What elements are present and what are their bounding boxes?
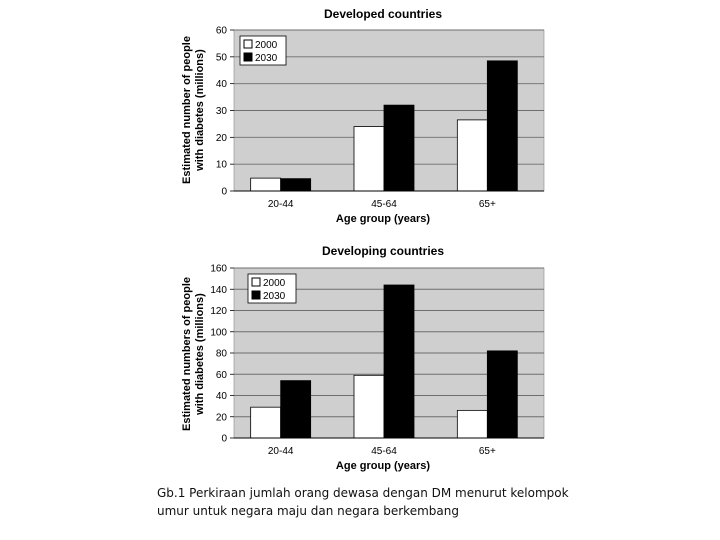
y-tick-label: 0	[221, 433, 227, 445]
bar-2000-65+	[457, 410, 487, 438]
y-tick-label: 20	[215, 132, 227, 144]
x-tick-label: 45-64	[371, 199, 397, 210]
y-tick-label: 10	[215, 159, 227, 171]
y-tick-label: 0	[221, 186, 227, 198]
chart-title: Developed countries	[323, 7, 443, 21]
x-tick-label: 20-44	[267, 446, 294, 457]
y-tick-label: 120	[210, 306, 227, 317]
y-axis-label-line2: with diabetes (millions)	[194, 293, 206, 415]
x-tick-label: 20-44	[267, 199, 294, 210]
legend-label-2030: 2030	[263, 291, 286, 302]
legend-swatch-2030	[252, 291, 260, 299]
x-tick-label: 65+	[478, 199, 496, 210]
y-tick-label: 40	[215, 79, 227, 91]
x-axis-label: Age group (years)	[335, 460, 431, 472]
legend	[248, 274, 296, 303]
figure-caption	[157, 484, 627, 520]
y-tick-label: 50	[215, 52, 227, 64]
y-tick-label: 30	[215, 106, 227, 117]
y-axis-label-line1: Estimated numbers of people	[181, 276, 193, 432]
legend-label-2030: 2030	[255, 53, 278, 64]
y-tick-label: 140	[210, 284, 227, 296]
legend-label-2000: 2000	[255, 40, 278, 51]
y-tick-label: 60	[215, 25, 227, 37]
bar-2000-20-44	[251, 407, 281, 438]
legend-label-2000: 2000	[263, 278, 286, 289]
bar-2000-45-64	[354, 375, 384, 438]
y-tick-label: 80	[215, 348, 227, 360]
y-tick-label: 20	[215, 412, 227, 424]
y-tick-label: 160	[210, 263, 227, 275]
y-tick-label: 100	[210, 327, 227, 339]
y-tick-label: 60	[215, 369, 227, 381]
x-tick-label: 45-64	[371, 446, 397, 457]
y-tick-label: 40	[215, 391, 227, 402]
bar-2030-20-44	[281, 381, 311, 438]
y-axis-label-line1: Estimated number of people	[181, 36, 193, 184]
chart-title: Developing countries	[321, 244, 445, 258]
bar-2030-45-64	[384, 285, 414, 438]
bar-2030-65+	[487, 351, 517, 438]
caption-line-2: umur untuk negara maju dan negara berkembang	[157, 504, 459, 518]
x-tick-label: 65+	[478, 446, 496, 457]
x-axis-label: Age group (years)	[335, 213, 431, 225]
caption-line-1: Gb.1 Perkiraan jumlah orang dewasa dengan DM menurut kelompok	[157, 486, 569, 500]
y-axis-label-line2: with diabetes (millions)	[194, 49, 206, 171]
legend-swatch-2000	[252, 278, 260, 286]
